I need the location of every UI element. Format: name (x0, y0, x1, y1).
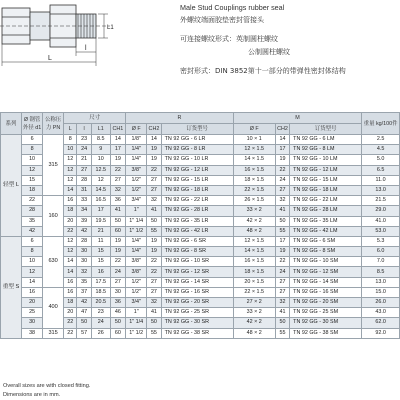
cell-l: 37 (77, 287, 91, 297)
table-row (1, 328, 400, 338)
cell-R-order: TN 92 GG - 22 LR (161, 196, 233, 206)
spec-table (0, 112, 400, 339)
cell-od: 18 (22, 185, 43, 195)
cell-L: 14 (64, 257, 77, 267)
cell-l: 31 (77, 185, 91, 195)
cell-R-CH2: 19 (147, 236, 161, 246)
cell-l: 39 (77, 216, 91, 226)
cell-M-F: 18 × 1.5 (233, 267, 275, 277)
dim-l-label: l (85, 45, 87, 52)
cell-CH1: 27 (110, 175, 126, 185)
cell-L1: 17 (91, 206, 110, 216)
cell-L1: 16 (91, 267, 110, 277)
cell-M-order: TN 92 GG - 28 LM (290, 206, 362, 216)
cell-M-CH2: 22 (275, 257, 289, 267)
cell-R-order: TN 92 GG - 10 SR (161, 257, 233, 267)
cell-M-F: 27 × 2 (233, 298, 275, 308)
cell-od: 10 (22, 155, 43, 165)
cell-R-F: 3/8" (126, 257, 147, 267)
header-M-CH2: CH2 (275, 124, 289, 135)
cell-M-order: TN 92 GG - 30 SM (290, 318, 362, 328)
dim-L1-label: L1 (107, 25, 114, 31)
cell-weight: 43.0 (362, 308, 400, 318)
cell-weight: 2.5 (362, 135, 400, 145)
header-L: L (64, 124, 77, 135)
cell-R-CH2: 19 (147, 247, 161, 257)
cell-CH1: 36 (110, 298, 126, 308)
cell-R-order: TN 92 GG - 25 SR (161, 308, 233, 318)
cell-R-CH2: 19 (147, 155, 161, 165)
cell-od: 42 (22, 226, 43, 236)
cell-L: 22 (64, 318, 77, 328)
cell-weight: 21.5 (362, 196, 400, 206)
cell-CH1: 50 (110, 216, 126, 226)
cell-R-CH2: 55 (147, 328, 161, 338)
cell-M-CH2: 17 (275, 145, 289, 155)
cell-L1: 12 (91, 175, 110, 185)
header-M-F: Ø F (233, 124, 275, 135)
cell-R-F: 1" (126, 206, 147, 216)
cell-od: 20 (22, 298, 43, 308)
cell-M-CH2: 50 (275, 318, 289, 328)
cell-L: 20 (64, 216, 77, 226)
cell-M-F: 33 × 2 (233, 308, 275, 318)
cell-L1: 9 (91, 145, 110, 155)
cell-L1: 15 (91, 247, 110, 257)
cell-R-F: 1" 1/2 (126, 226, 147, 236)
cell-weight: 15.0 (362, 287, 400, 297)
cell-CH1: 60 (110, 226, 126, 236)
cell-weight: 26.0 (362, 298, 400, 308)
heading-line2: 可连接螺纹形式：英制圆柱螺纹 (180, 35, 278, 43)
cell-l: 28 (77, 236, 91, 246)
cell-M-F: 12 × 1.5 (233, 236, 275, 246)
cell-l: 42 (77, 226, 91, 236)
cell-R-order: TN 92 GG - 38 SR (161, 328, 233, 338)
table-row (1, 135, 400, 145)
header-L1: L1 (91, 124, 110, 135)
cell-M-order: TN 92 GG - 12 SM (290, 267, 362, 277)
pn-cell: 315 (43, 328, 64, 338)
cell-L: 16 (64, 277, 77, 287)
cell-l: 30 (77, 247, 91, 257)
cell-R-order: TN 92 GG - 6 SR (161, 236, 233, 246)
cell-CH1: 41 (110, 206, 126, 216)
cell-weight: 11.0 (362, 175, 400, 185)
pn-cell: 630 (43, 236, 64, 287)
cell-R-order: TN 92 GG - 28 LR (161, 206, 233, 216)
cell-M-CH2: 14 (275, 135, 289, 145)
cell-R-F: 1/2" (126, 175, 147, 185)
heading-line1: 外螺纹端面胶垫密封管接头 (180, 16, 264, 24)
pn-cell: 160 (43, 196, 64, 237)
header-M: M (233, 113, 362, 124)
cell-M-CH2: 41 (275, 308, 289, 318)
cell-L: 22 (64, 328, 77, 338)
cell-R-F: 3/8" (126, 267, 147, 277)
cell-CH1: 46 (110, 308, 126, 318)
cell-R-F: 3/4" (126, 298, 147, 308)
cell-M-order: TN 92 GG - 6 LM (290, 135, 362, 145)
cell-L1: 17.5 (91, 277, 110, 287)
cell-weight: 62.0 (362, 318, 400, 328)
cell-M-order: TN 92 GG - 18 LM (290, 185, 362, 195)
cell-weight: 41.0 (362, 216, 400, 226)
cell-R-F: 3/4" (126, 196, 147, 206)
cell-L: 16 (64, 287, 77, 297)
cell-l: 57 (77, 328, 91, 338)
cell-M-CH2: 55 (275, 226, 289, 236)
cell-M-CH2: 41 (275, 206, 289, 216)
cell-od: 12 (22, 165, 43, 175)
cell-l: 47 (77, 308, 91, 318)
table-row (1, 236, 400, 246)
dim-L-label: L (48, 55, 52, 62)
cell-R-F: 1/2" (126, 287, 147, 297)
table-body (1, 135, 400, 339)
cell-M-F: 33 × 2 (233, 206, 275, 216)
cell-M-order: TN 92 GG - 15 LM (290, 175, 362, 185)
cell-CH1: 19 (110, 236, 126, 246)
cell-L1: 16.5 (91, 196, 110, 206)
cell-R-order: TN 92 GG - 20 SR (161, 298, 233, 308)
cell-L: 20 (64, 308, 77, 318)
header-R-CH2: CH2 (147, 124, 161, 135)
cell-l: 42 (77, 298, 91, 308)
cell-L1: 10 (91, 155, 110, 165)
cell-l: 33 (77, 196, 91, 206)
cell-od: 25 (22, 308, 43, 318)
cell-weight: 5.0 (362, 155, 400, 165)
cell-M-CH2: 32 (275, 298, 289, 308)
cell-l: 21 (77, 155, 91, 165)
cell-od: 30 (22, 318, 43, 328)
cell-R-order: TN 92 GG - 15 LR (161, 175, 233, 185)
cell-R-F: 1/4" (126, 236, 147, 246)
cell-R-order: TN 92 GG - 8 LR (161, 145, 233, 155)
heading-block (180, 2, 398, 78)
cell-M-order: TN 92 GG - 22 LM (290, 196, 362, 206)
cell-R-CH2: 50 (147, 318, 161, 328)
header-R: R (126, 113, 233, 124)
cell-L1: 21 (91, 226, 110, 236)
cell-R-order: TN 92 GG - 18 LR (161, 185, 233, 195)
cell-R-order: TN 92 GG - 42 LR (161, 226, 233, 236)
table-row (1, 287, 400, 297)
cell-CH1: 32 (110, 185, 126, 195)
cell-weight: 13.0 (362, 185, 400, 195)
cell-l: 32 (77, 267, 91, 277)
cell-CH1: 14 (110, 135, 126, 145)
cell-R-CH2: 27 (147, 277, 161, 287)
header-R-F: Ø F (126, 124, 147, 135)
cell-od: 15 (22, 175, 43, 185)
cell-R-CH2: 27 (147, 185, 161, 195)
cell-CH1: 22 (110, 257, 126, 267)
cell-CH1: 19 (110, 155, 126, 165)
cell-L1: 12.5 (91, 165, 110, 175)
cell-M-order: TN 92 GG - 16 SM (290, 287, 362, 297)
cell-M-F: 12 × 1.5 (233, 145, 275, 155)
cell-weight: 6.0 (362, 247, 400, 257)
cell-M-order: TN 92 GG - 8 SM (290, 247, 362, 257)
cell-l: 23 (77, 135, 91, 145)
cell-weight: 8.5 (362, 267, 400, 277)
cell-M-order: TN 92 GG - 25 SM (290, 308, 362, 318)
cell-L1: 23 (91, 308, 110, 318)
cell-M-F: 20 × 1.5 (233, 277, 275, 287)
cell-CH1: 50 (110, 318, 126, 328)
cell-L1: 24 (91, 318, 110, 328)
pn-cell: 315 (43, 135, 64, 196)
cell-od: 22 (22, 196, 43, 206)
cell-R-CH2: 41 (147, 308, 161, 318)
cell-R-F: 3/8" (126, 165, 147, 175)
cell-M-order: TN 92 GG - 6 SM (290, 236, 362, 246)
cell-L: 14 (64, 267, 77, 277)
cell-R-CH2: 41 (147, 206, 161, 216)
cell-R-CH2: 22 (147, 165, 161, 175)
footer-notes (3, 382, 90, 400)
cell-od: 16 (22, 287, 43, 297)
cell-R-CH2: 27 (147, 175, 161, 185)
cell-l: 35 (77, 277, 91, 287)
cell-R-CH2: 55 (147, 226, 161, 236)
cell-R-CH2: 50 (147, 216, 161, 226)
cell-M-F: 48 × 2 (233, 226, 275, 236)
cell-R-order: TN 92 GG - 35 LR (161, 216, 233, 226)
cell-l: 50 (77, 318, 91, 328)
cell-R-CH2: 32 (147, 298, 161, 308)
cell-R-CH2: 19 (147, 145, 161, 155)
cell-L1: 18.5 (91, 287, 110, 297)
cell-weight: 6.5 (362, 165, 400, 175)
cell-M-F: 48 × 2 (233, 328, 275, 338)
header-series: 系列 (1, 113, 22, 135)
cell-L: 16 (64, 196, 77, 206)
cell-R-CH2: 32 (147, 196, 161, 206)
cell-R-F: 1" 1/4 (126, 318, 147, 328)
cell-R-F: 1/4" (126, 247, 147, 257)
cell-weight: 13.0 (362, 277, 400, 287)
cell-L: 12 (64, 247, 77, 257)
cell-M-CH2: 24 (275, 175, 289, 185)
cell-l: 30 (77, 257, 91, 267)
cell-M-F: 42 × 2 (233, 318, 275, 328)
cell-CH1: 27 (110, 277, 126, 287)
cell-l: 24 (77, 145, 91, 155)
cell-R-CH2: 14 (147, 135, 161, 145)
cell-L1: 15 (91, 257, 110, 267)
cell-L: 12 (64, 165, 77, 175)
cell-l: 34 (77, 206, 91, 216)
cell-weight: 4.5 (362, 145, 400, 155)
cell-L: 12 (64, 155, 77, 165)
cell-l: 28 (77, 175, 91, 185)
cell-L: 18 (64, 298, 77, 308)
cell-L: 22 (64, 226, 77, 236)
cell-R-F: 1/8" (126, 135, 147, 145)
cell-L: 10 (64, 145, 77, 155)
header-R-order: 订货型号 (161, 124, 233, 135)
cell-weight: 5.3 (362, 236, 400, 246)
cell-M-order: TN 92 GG - 10 SM (290, 257, 362, 267)
cell-R-F: 1" 1/4 (126, 216, 147, 226)
table-row (1, 196, 400, 206)
cell-R-order: TN 92 GG - 6 LR (161, 135, 233, 145)
cell-M-F: 22 × 1.5 (233, 287, 275, 297)
cell-L: 8 (64, 135, 77, 145)
heading-title-en: Male Stud Couplings rubber seal (180, 3, 285, 12)
cell-od: 6 (22, 236, 43, 246)
cell-l: 27 (77, 165, 91, 175)
table-header (1, 113, 400, 135)
cell-M-CH2: 22 (275, 165, 289, 175)
cell-od: 14 (22, 277, 43, 287)
cell-CH1: 24 (110, 267, 126, 277)
cell-R-F: 1/4" (126, 155, 147, 165)
cell-L1: 26 (91, 328, 110, 338)
cell-R-order: TN 92 GG - 14 SR (161, 277, 233, 287)
heading-line3: 公制圆柱螺纹 (248, 48, 290, 56)
cell-M-CH2: 32 (275, 196, 289, 206)
cell-M-order: TN 92 GG - 42 LM (290, 226, 362, 236)
cell-R-CH2: 27 (147, 287, 161, 297)
cell-CH1: 36 (110, 196, 126, 206)
header-CH1: CH1 (110, 124, 126, 135)
cell-R-F: 1/2" (126, 185, 147, 195)
cell-od: 12 (22, 267, 43, 277)
cell-M-F: 14 × 1.5 (233, 247, 275, 257)
cell-CH1: 60 (110, 328, 126, 338)
cell-CH1: 17 (110, 145, 126, 155)
pn-cell: 400 (43, 287, 64, 328)
cell-M-F: 16 × 1.5 (233, 165, 275, 175)
footer-note-1: Overall sizes are with closed fitting. (3, 383, 91, 389)
cell-M-CH2: 24 (275, 267, 289, 277)
cell-CH1: 22 (110, 165, 126, 175)
cell-L1: 19.5 (91, 216, 110, 226)
cell-L1: 14.5 (91, 185, 110, 195)
cell-M-CH2: 17 (275, 236, 289, 246)
coupling-drawing (0, 0, 175, 95)
header-weight: 重量 kg/100件 (362, 113, 400, 135)
header-M-order: 订货型号 (290, 124, 362, 135)
footer-note-2: Dimensions are in mm. (3, 392, 61, 398)
cell-CH1: 30 (110, 287, 126, 297)
cell-R-order: TN 92 GG - 16 SR (161, 287, 233, 297)
cell-L1: 11 (91, 236, 110, 246)
cell-L1: 20.5 (91, 298, 110, 308)
cell-L: 14 (64, 185, 77, 195)
cell-M-F: 42 × 2 (233, 216, 275, 226)
cell-od: 6 (22, 135, 43, 145)
cell-M-order: TN 92 GG - 38 SM (290, 328, 362, 338)
cell-R-order: TN 92 GG - 10 LR (161, 155, 233, 165)
header-pn: 公称压力 PN (43, 113, 64, 135)
cell-R-F: 1" (126, 308, 147, 318)
cell-M-CH2: 19 (275, 155, 289, 165)
cell-R-order: TN 92 GG - 12 SR (161, 267, 233, 277)
cell-R-order: TN 92 GG - 8 SR (161, 247, 233, 257)
header-od: Ø 钢管外径 d1 (22, 113, 43, 135)
cell-weight: 29.0 (362, 206, 400, 216)
cell-M-CH2: 27 (275, 185, 289, 195)
cell-od: 8 (22, 247, 43, 257)
heading-line4: 密封形式：DIN 3852第十一部分的带弹性密封体结构 (180, 67, 346, 75)
series-cell: 轻型 L (1, 135, 22, 237)
header-l: l (77, 124, 91, 135)
cell-M-order: TN 92 GG - 12 LM (290, 165, 362, 175)
cell-M-order: TN 92 GG - 10 LM (290, 155, 362, 165)
cell-R-CH2: 22 (147, 257, 161, 267)
cell-R-CH2: 22 (147, 267, 161, 277)
cell-M-CH2: 55 (275, 328, 289, 338)
cell-od: 38 (22, 328, 43, 338)
cell-M-order: TN 92 GG - 35 LM (290, 216, 362, 226)
cell-R-order: TN 92 GG - 12 LR (161, 165, 233, 175)
cell-L1: 8.5 (91, 135, 110, 145)
cell-od: 8 (22, 145, 43, 155)
cell-M-CH2: 19 (275, 247, 289, 257)
cell-M-CH2: 50 (275, 216, 289, 226)
cell-od: 10 (22, 257, 43, 267)
cell-M-order: TN 92 GG - 20 SM (290, 298, 362, 308)
cell-weight: 92.0 (362, 328, 400, 338)
cell-M-order: TN 92 GG - 8 LM (290, 145, 362, 155)
cell-od: 35 (22, 216, 43, 226)
header-dims: 尺寸 (64, 113, 126, 124)
cell-M-F: 16 × 1.5 (233, 257, 275, 267)
cell-M-CH2: 27 (275, 287, 289, 297)
cell-M-F: 10 × 1 (233, 135, 275, 145)
cell-M-F: 14 × 1.5 (233, 155, 275, 165)
cell-R-F: 1/4" (126, 145, 147, 155)
cell-L: 12 (64, 236, 77, 246)
cell-M-order: TN 92 GG - 14 SM (290, 277, 362, 287)
cell-R-order: TN 92 GG - 30 SR (161, 318, 233, 328)
cell-weight: 7.0 (362, 257, 400, 267)
cell-M-F: 18 × 1.5 (233, 175, 275, 185)
cell-M-F: 22 × 1.5 (233, 185, 275, 195)
series-cell: 重型 S (1, 236, 22, 338)
cell-M-F: 26 × 1.5 (233, 196, 275, 206)
cell-M-CH2: 27 (275, 277, 289, 287)
cell-od: 28 (22, 206, 43, 216)
cell-CH1: 19 (110, 247, 126, 257)
cell-weight: 53.0 (362, 226, 400, 236)
cell-R-F: 1/2" (126, 277, 147, 287)
cell-L: 18 (64, 206, 77, 216)
cell-R-F: 1" 1/2 (126, 328, 147, 338)
cell-L: 12 (64, 175, 77, 185)
